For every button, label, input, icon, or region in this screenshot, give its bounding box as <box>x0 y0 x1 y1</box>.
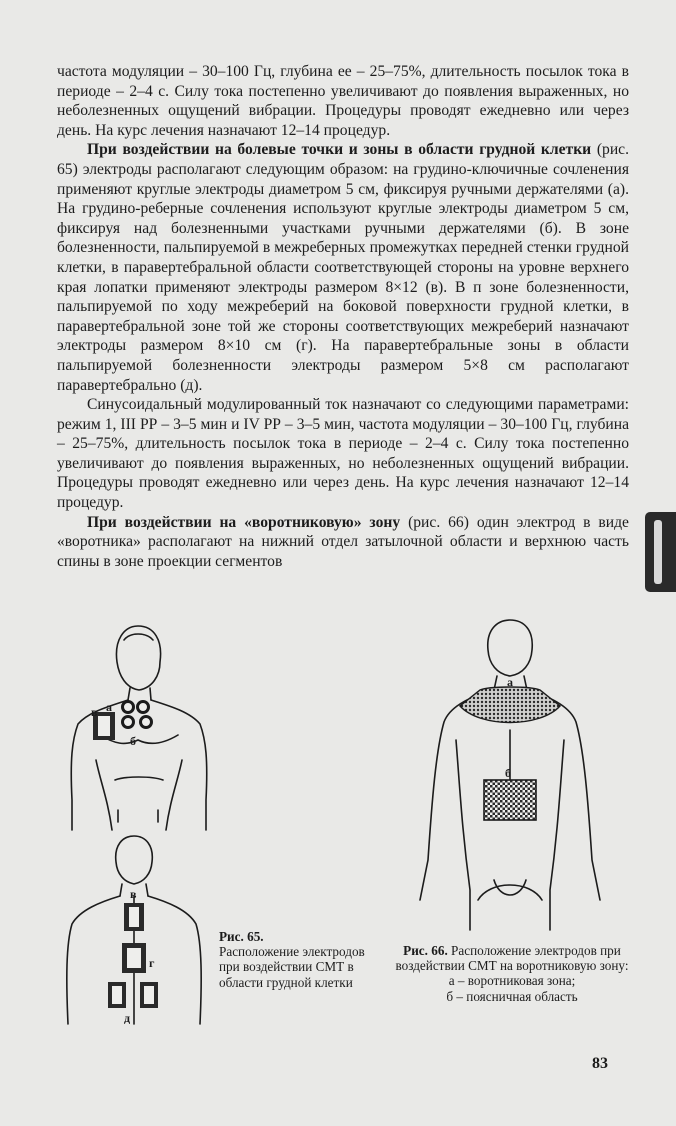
label-b-front: б <box>130 734 136 748</box>
label-v-front: в <box>91 705 98 719</box>
figure-65-back-electrodes <box>108 887 158 1025</box>
figure-65-front-electrodes <box>91 700 152 748</box>
figure-66-caption-label: Рис. 66. <box>403 943 448 958</box>
label-d-back: д <box>124 1011 131 1025</box>
figure-66-caption <box>392 943 632 1004</box>
paragraph-3: Синусоидальный модулированный ток назначают со следующими параметрами: режим 1, III РР – 3–5 мин и IV РР – 3–5 мин, частота модуляции – 30–100 Гц, глубина – 25–75%, длительность посылок тока в периоде – 2–4 с. Силу тока постепенно увеличивают до появления выраженных, но неболезненных ощущений вибрации. Процедуры проводят ежедневно или через день. На курс лечения назначают 12–14 процедур. <box>57 396 629 512</box>
figure-65-front-torso <box>71 626 207 830</box>
paragraph-4-text: (рис. 66) один электрод в виде «воротника» располагают на нижний отдел затылочной области и верхнюю часть спины в зоне проекции сегментов <box>57 513 629 570</box>
figure-66-caption-item-b: б – поясничная область <box>446 988 578 1004</box>
label-b-66: б <box>505 766 511 780</box>
figure-65-caption-label: Рис. 65. <box>219 929 264 944</box>
figure-66-caption-item-a: а – воротниковая зона; <box>448 973 576 989</box>
label-g-back: г <box>149 956 155 970</box>
paragraph-4-lead: При воздействии на «воротниковую» зону <box>87 513 401 531</box>
paragraph-2-lead: При воздействии на болевые точки и зоны в области грудной клетки <box>87 141 592 159</box>
figure-65-caption <box>219 929 379 990</box>
figure-65-caption-text: Расположение электродов при воздействии СМТ в области грудной клетки <box>219 944 365 990</box>
label-a-front: а <box>106 700 112 714</box>
label-a-66: а <box>507 675 513 689</box>
paragraph-1: частота модуляции – 30–100 Гц, глубина ее – 25–75%, длительность посылок тока в периоде – 2–4 с. Силу тока постепенно увеличивают до появления выраженных, но неболезненных ощущений вибрации. Процедуры проводят ежедневно или через день. На курс лечения назначают 12–14 процедур. <box>57 63 629 139</box>
figure-66-caption-text: Расположение электродов при воздействии СМТ на воротниковую зону: <box>395 943 629 974</box>
paragraph-2-text: (рис. 65) электроды располагают следующим образом: на грудино-ключичные сочленения применяют круглые электроды диаметром 5 см, фиксируя ручными держателями (а). На грудино-реберные сочленения используют круглые электроды диаметром 5 см, фиксируя над болезненными участками ручными держателями (б). В зоне болезненности, пальпируемой в межреберных промежутках передней стенки грудной клетки, в паравертебральной области соответствующей стороны на уровне верхнего края лопатки применяют электроды размером 8×12 (в). В п зоне болезненности, пальпируемой по ходу межреберий на боковой поверхности грудной клетки, в паравертебральной зоне той же стороны соответствующих межреберий назначают электроды размером 8×10 см (г). На паравертебральные зоны в области пальпируемой болезненности электроды размером 5×8 см располагают паравертебрально (д). <box>57 141 629 394</box>
label-v-back: в <box>130 887 137 901</box>
page-number: 83 <box>592 1055 608 1072</box>
